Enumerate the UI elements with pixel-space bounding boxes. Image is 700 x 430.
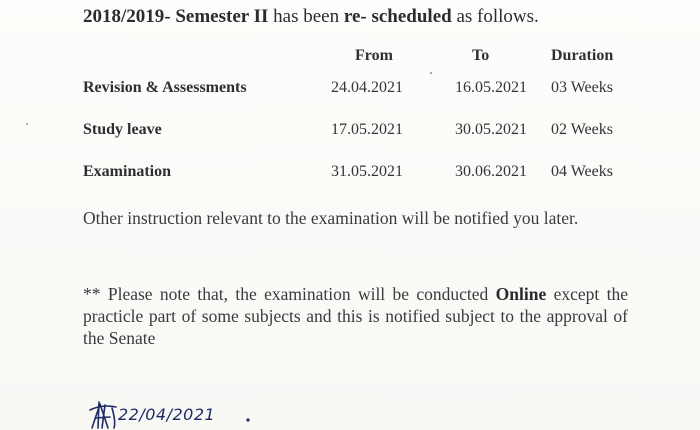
instruction-paragraph: Other instruction relevant to the examination will be notified you later. bbox=[83, 208, 579, 228]
row-from-date: 24.04.2021 bbox=[331, 79, 403, 96]
row-duration: 02 Weeks bbox=[551, 121, 613, 138]
note-emphasis-online: Online bbox=[495, 284, 547, 304]
rescheduled-label: re- scheduled bbox=[343, 6, 452, 27]
row-to-date: 30.06.2021 bbox=[455, 163, 527, 180]
row-from-date: 31.05.2021 bbox=[331, 163, 403, 180]
note-suffix: except the practicle part of some subjects and this is notified subject to the approval of the Senate bbox=[83, 284, 628, 348]
row-to-date: 30.05.2021 bbox=[455, 121, 527, 138]
semester-label: Semester II bbox=[175, 6, 269, 27]
column-header-duration: Duration bbox=[551, 47, 614, 64]
scan-speck bbox=[430, 72, 432, 74]
signature-date-text: 22/04/2021 bbox=[118, 405, 216, 424]
row-label: Revision & Assessments bbox=[83, 79, 247, 96]
schedule-heading bbox=[83, 6, 539, 28]
note-prefix: ** Please note that, the examination will be conducted bbox=[83, 284, 496, 304]
row-to-date: 16.05.2021 bbox=[455, 79, 527, 96]
row-duration: 04 Weeks bbox=[551, 163, 613, 180]
row-label: Study leave bbox=[83, 121, 162, 138]
online-exam-note bbox=[83, 283, 628, 349]
heading-tail: as follows. bbox=[451, 6, 539, 27]
row-label: Examination bbox=[83, 163, 172, 180]
row-from-date: 17.05.2021 bbox=[331, 121, 403, 138]
column-header-to: To bbox=[472, 47, 490, 64]
row-duration: 03 Weeks bbox=[551, 79, 613, 96]
academic-year: 2018/2019- bbox=[83, 6, 171, 27]
scan-speck bbox=[26, 123, 28, 125]
column-header-from: From bbox=[355, 47, 393, 64]
heading-middle: has been bbox=[268, 6, 344, 27]
handwritten-signature-date bbox=[88, 398, 278, 430]
